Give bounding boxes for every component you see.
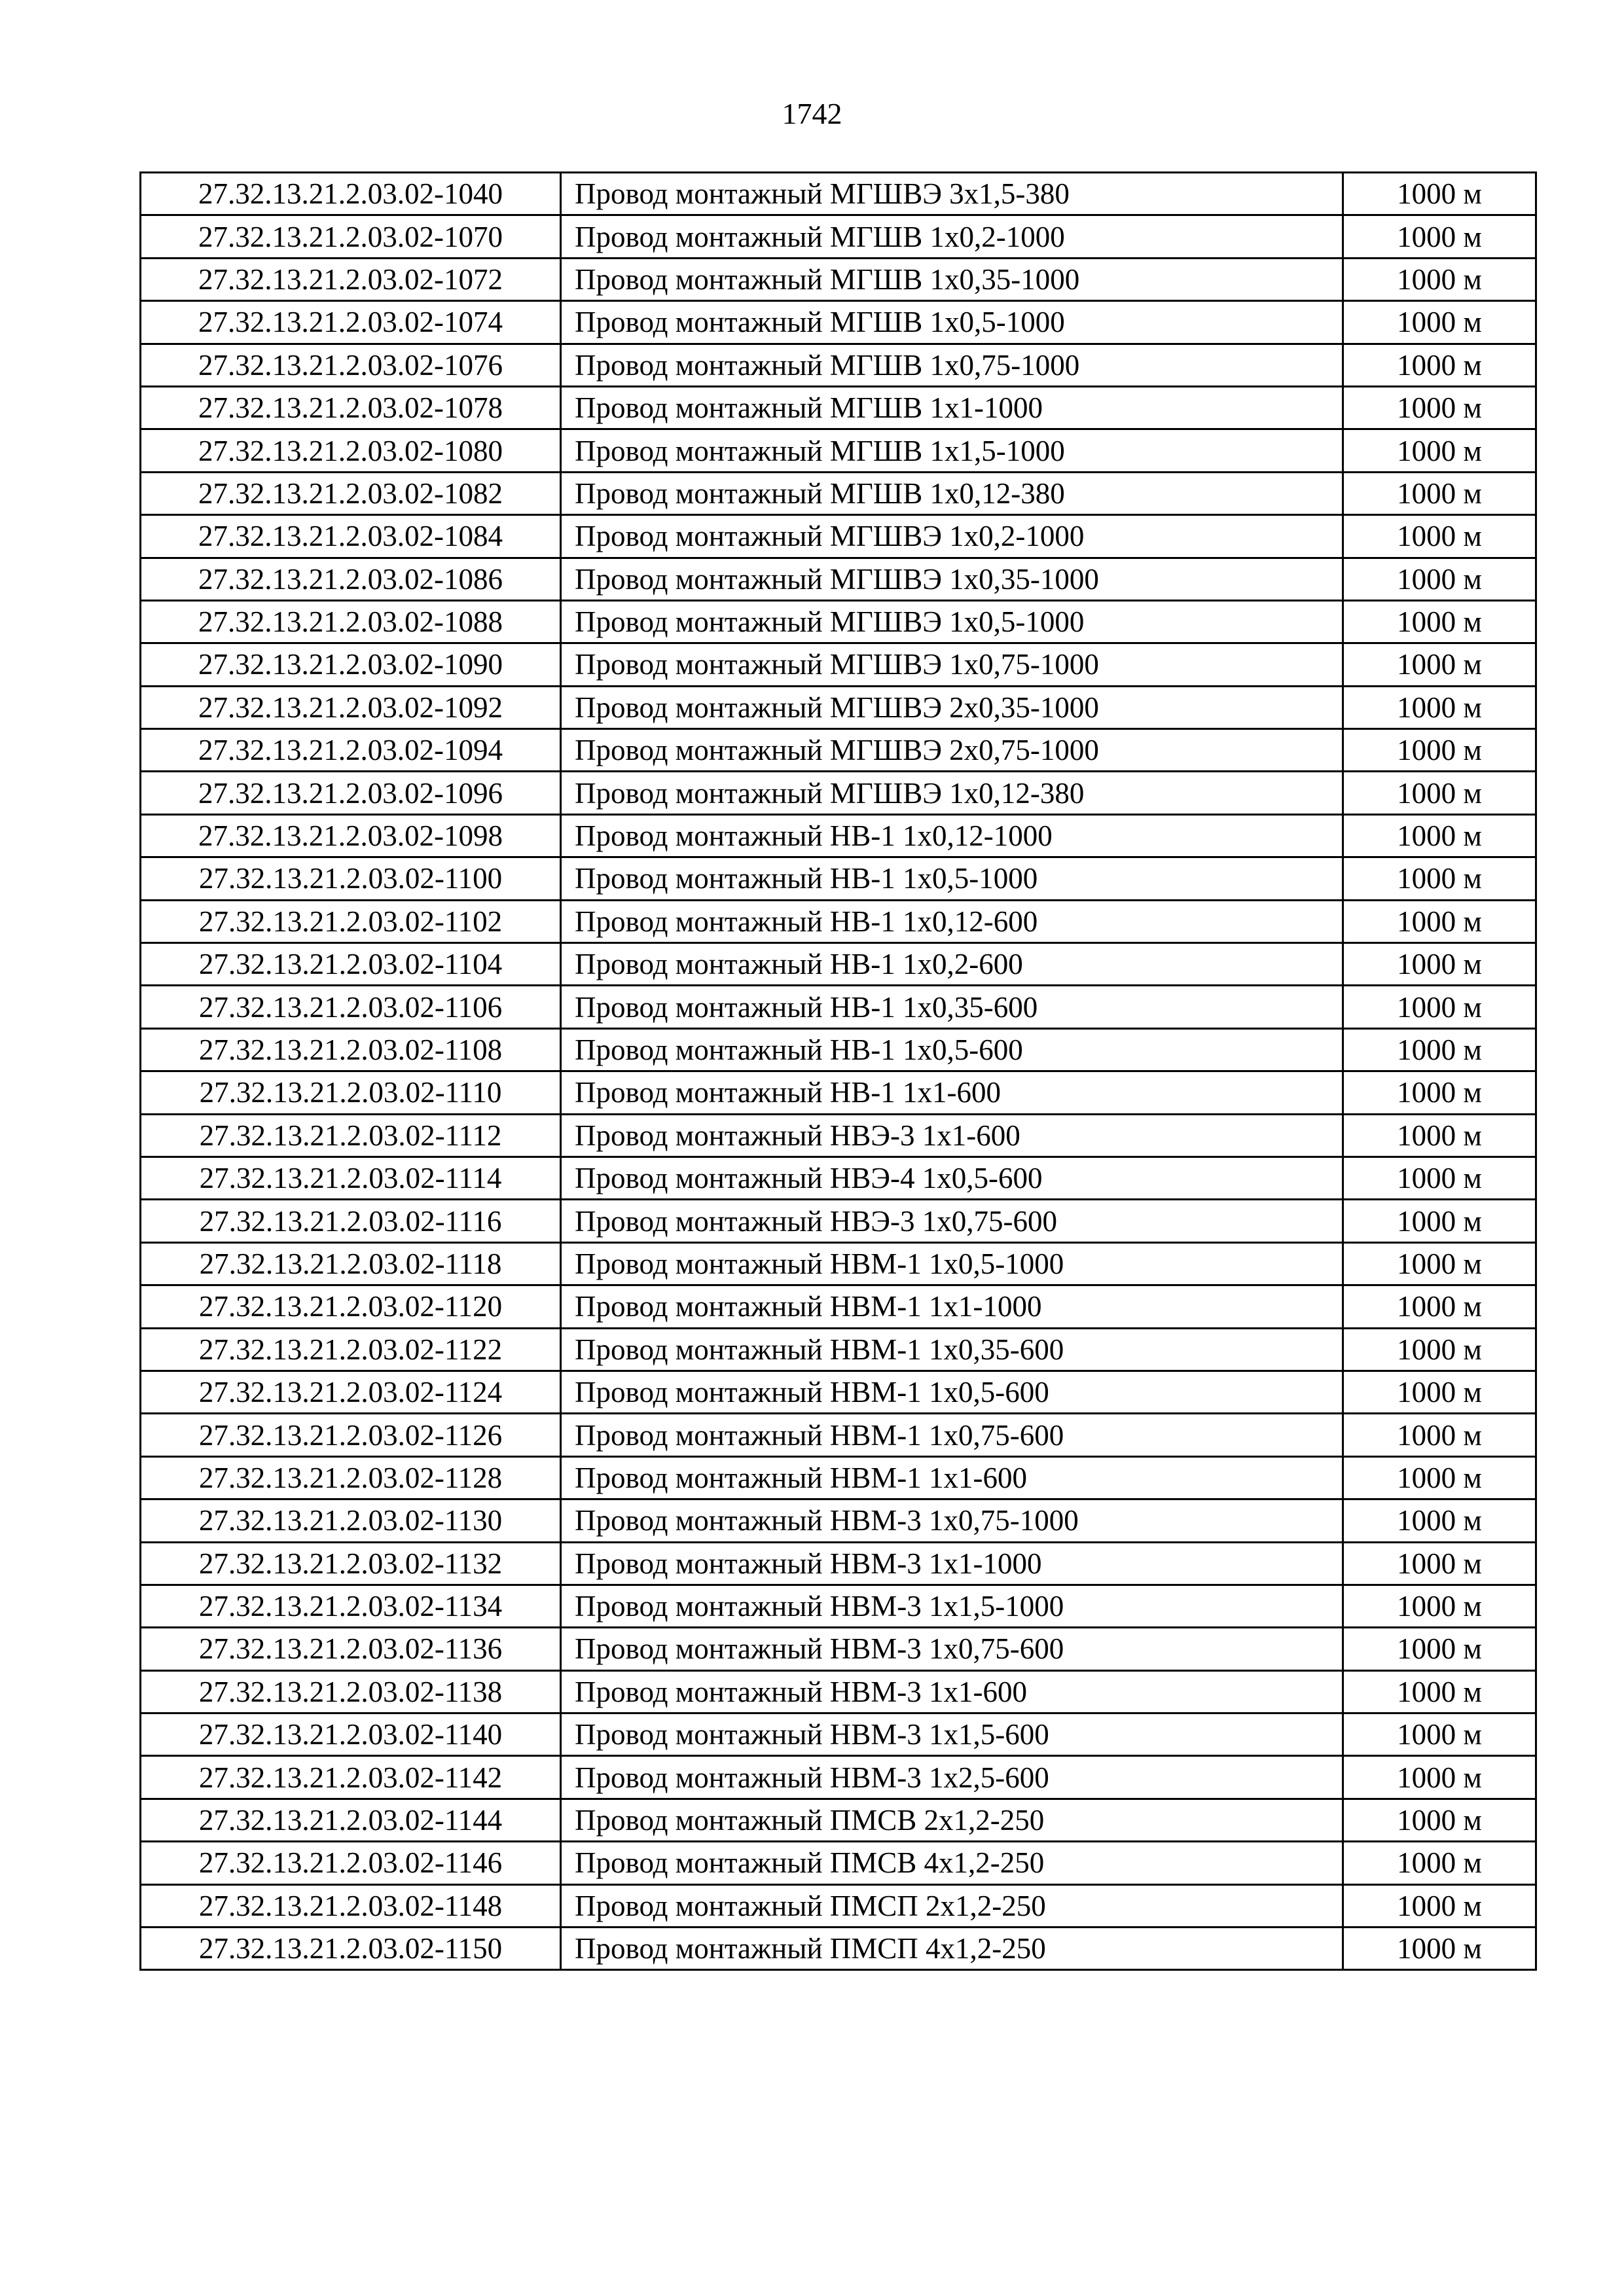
- item-code-cell: 27.32.13.21.2.03.02-1114: [141, 1157, 561, 1199]
- table-row: [141, 1371, 1536, 1413]
- item-name-cell: Провод монтажный НВ-1 1х0,5-600: [561, 1028, 1343, 1071]
- unit-cell: 1000 м: [1343, 215, 1536, 258]
- item-code-cell: 27.32.13.21.2.03.02-1132: [141, 1542, 561, 1585]
- table-row: [141, 1585, 1536, 1627]
- item-name-cell: Провод монтажный НВМ-3 1х0,75-1000: [561, 1499, 1343, 1542]
- unit-cell: 1000 м: [1343, 729, 1536, 772]
- item-code-cell: 27.32.13.21.2.03.02-1108: [141, 1028, 561, 1071]
- item-name-cell: Провод монтажный МГШВ 1х1-1000: [561, 386, 1343, 429]
- item-code-cell: 27.32.13.21.2.03.02-1090: [141, 643, 561, 686]
- item-code-cell: 27.32.13.21.2.03.02-1126: [141, 1414, 561, 1456]
- item-name-cell: Провод монтажный НВМ-1 1х0,5-600: [561, 1371, 1343, 1413]
- table-row: [141, 1242, 1536, 1285]
- item-code-cell: 27.32.13.21.2.03.02-1098: [141, 814, 561, 857]
- unit-cell: 1000 м: [1343, 173, 1536, 215]
- item-code-cell: 27.32.13.21.2.03.02-1094: [141, 729, 561, 772]
- unit-cell: 1000 м: [1343, 1713, 1536, 1756]
- item-code-cell: 27.32.13.21.2.03.02-1118: [141, 1242, 561, 1285]
- item-name-cell: Провод монтажный ПМСП 2х1,2-250: [561, 1884, 1343, 1927]
- table-row: [141, 1713, 1536, 1756]
- table-row: [141, 686, 1536, 728]
- table-row: [141, 1799, 1536, 1841]
- table-row: [141, 1628, 1536, 1670]
- item-name-cell: Провод монтажный МГШВЭ 1х0,2-1000: [561, 515, 1343, 558]
- table-row: [141, 301, 1536, 344]
- table-row: [141, 1157, 1536, 1199]
- table-row: [141, 1414, 1536, 1456]
- unit-cell: 1000 м: [1343, 1028, 1536, 1071]
- catalog-table-body: [141, 173, 1536, 1970]
- unit-cell: 1000 м: [1343, 857, 1536, 900]
- table-row: [141, 814, 1536, 857]
- unit-cell: 1000 м: [1343, 1114, 1536, 1157]
- table-row: [141, 943, 1536, 986]
- unit-cell: 1000 м: [1343, 1371, 1536, 1413]
- table-row: [141, 173, 1536, 215]
- item-code-cell: 27.32.13.21.2.03.02-1112: [141, 1114, 561, 1157]
- item-name-cell: Провод монтажный МГШВ 1х0,35-1000: [561, 258, 1343, 300]
- item-code-cell: 27.32.13.21.2.03.02-1086: [141, 558, 561, 600]
- item-name-cell: Провод монтажный НВ-1 1х1-600: [561, 1071, 1343, 1114]
- item-name-cell: Провод монтажный МГШВЭ 1х0,12-380: [561, 772, 1343, 814]
- item-code-cell: 27.32.13.21.2.03.02-1134: [141, 1585, 561, 1627]
- item-code-cell: 27.32.13.21.2.03.02-1072: [141, 258, 561, 300]
- item-code-cell: 27.32.13.21.2.03.02-1128: [141, 1456, 561, 1499]
- item-code-cell: 27.32.13.21.2.03.02-1088: [141, 600, 561, 643]
- item-name-cell: Провод монтажный МГШВ 1х0,12-380: [561, 472, 1343, 514]
- table-row: [141, 1328, 1536, 1371]
- unit-cell: 1000 м: [1343, 1928, 1536, 1970]
- item-code-cell: 27.32.13.21.2.03.02-1148: [141, 1884, 561, 1927]
- table-row: [141, 472, 1536, 514]
- unit-cell: 1000 м: [1343, 1071, 1536, 1114]
- item-code-cell: 27.32.13.21.2.03.02-1070: [141, 215, 561, 258]
- unit-cell: 1000 м: [1343, 643, 1536, 686]
- table-row: [141, 1456, 1536, 1499]
- table-row: [141, 1499, 1536, 1542]
- unit-cell: 1000 м: [1343, 515, 1536, 558]
- unit-cell: 1000 м: [1343, 1328, 1536, 1371]
- item-code-cell: 27.32.13.21.2.03.02-1130: [141, 1499, 561, 1542]
- item-name-cell: Провод монтажный НВ-1 1х0,12-600: [561, 900, 1343, 942]
- unit-cell: 1000 м: [1343, 1756, 1536, 1799]
- item-name-cell: Провод монтажный ПМСВ 2х1,2-250: [561, 1799, 1343, 1841]
- item-name-cell: Провод монтажный НВ-1 1х0,2-600: [561, 943, 1343, 986]
- item-code-cell: 27.32.13.21.2.03.02-1104: [141, 943, 561, 986]
- unit-cell: 1000 м: [1343, 344, 1536, 386]
- item-name-cell: Провод монтажный ПМСП 4х1,2-250: [561, 1928, 1343, 1970]
- unit-cell: 1000 м: [1343, 943, 1536, 986]
- unit-cell: 1000 м: [1343, 1842, 1536, 1884]
- unit-cell: 1000 м: [1343, 429, 1536, 472]
- item-name-cell: Провод монтажный МГШВЭ 1х0,75-1000: [561, 643, 1343, 686]
- unit-cell: 1000 м: [1343, 1285, 1536, 1328]
- table-row: [141, 558, 1536, 600]
- unit-cell: 1000 м: [1343, 986, 1536, 1028]
- item-code-cell: 27.32.13.21.2.03.02-1110: [141, 1071, 561, 1114]
- item-name-cell: Провод монтажный НВЭ-4 1х0,5-600: [561, 1157, 1343, 1199]
- item-name-cell: Провод монтажный НВМ-3 1х1-600: [561, 1670, 1343, 1713]
- unit-cell: 1000 м: [1343, 1456, 1536, 1499]
- item-code-cell: 27.32.13.21.2.03.02-1116: [141, 1200, 561, 1242]
- table-row: [141, 1114, 1536, 1157]
- item-name-cell: Провод монтажный НВМ-1 1х0,5-1000: [561, 1242, 1343, 1285]
- unit-cell: 1000 м: [1343, 258, 1536, 300]
- item-name-cell: Провод монтажный НВ-1 1х0,5-1000: [561, 857, 1343, 900]
- table-row: [141, 1542, 1536, 1585]
- item-code-cell: 27.32.13.21.2.03.02-1106: [141, 986, 561, 1028]
- table-row: [141, 215, 1536, 258]
- item-name-cell: Провод монтажный МГШВ 1х1,5-1000: [561, 429, 1343, 472]
- table-row: [141, 344, 1536, 386]
- item-name-cell: Провод монтажный НВМ-1 1х0,35-600: [561, 1328, 1343, 1371]
- item-code-cell: 27.32.13.21.2.03.02-1092: [141, 686, 561, 728]
- unit-cell: 1000 м: [1343, 1670, 1536, 1713]
- unit-cell: 1000 м: [1343, 1585, 1536, 1627]
- item-code-cell: 27.32.13.21.2.03.02-1136: [141, 1628, 561, 1670]
- table-row: [141, 258, 1536, 300]
- unit-cell: 1000 м: [1343, 558, 1536, 600]
- item-name-cell: Провод монтажный МГШВ 1х0,5-1000: [561, 301, 1343, 344]
- item-code-cell: 27.32.13.21.2.03.02-1146: [141, 1842, 561, 1884]
- item-code-cell: 27.32.13.21.2.03.02-1078: [141, 386, 561, 429]
- item-code-cell: 27.32.13.21.2.03.02-1082: [141, 472, 561, 514]
- unit-cell: 1000 м: [1343, 1157, 1536, 1199]
- item-name-cell: Провод монтажный НВМ-1 1х1-600: [561, 1456, 1343, 1499]
- item-code-cell: 27.32.13.21.2.03.02-1074: [141, 301, 561, 344]
- item-name-cell: Провод монтажный НВЭ-3 1х1-600: [561, 1114, 1343, 1157]
- item-name-cell: Провод монтажный МГШВЭ 2х0,75-1000: [561, 729, 1343, 772]
- item-name-cell: Провод монтажный НВМ-3 1х2,5-600: [561, 1756, 1343, 1799]
- table-row: [141, 1028, 1536, 1071]
- item-code-cell: 27.32.13.21.2.03.02-1076: [141, 344, 561, 386]
- unit-cell: 1000 м: [1343, 686, 1536, 728]
- unit-cell: 1000 м: [1343, 900, 1536, 942]
- item-code-cell: 27.32.13.21.2.03.02-1102: [141, 900, 561, 942]
- unit-cell: 1000 м: [1343, 386, 1536, 429]
- unit-cell: 1000 м: [1343, 772, 1536, 814]
- item-code-cell: 27.32.13.21.2.03.02-1138: [141, 1670, 561, 1713]
- unit-cell: 1000 м: [1343, 472, 1536, 514]
- item-name-cell: Провод монтажный МГШВЭ 2х0,35-1000: [561, 686, 1343, 728]
- item-name-cell: Провод монтажный НВМ-3 1х1,5-600: [561, 1713, 1343, 1756]
- item-code-cell: 27.32.13.21.2.03.02-1040: [141, 173, 561, 215]
- table-row: [141, 1670, 1536, 1713]
- unit-cell: 1000 м: [1343, 1799, 1536, 1841]
- item-code-cell: 27.32.13.21.2.03.02-1150: [141, 1928, 561, 1970]
- item-name-cell: Провод монтажный МГШВЭ 1х0,5-1000: [561, 600, 1343, 643]
- item-code-cell: 27.32.13.21.2.03.02-1142: [141, 1756, 561, 1799]
- unit-cell: 1000 м: [1343, 600, 1536, 643]
- item-name-cell: Провод монтажный НВ-1 1х0,12-1000: [561, 814, 1343, 857]
- item-name-cell: Провод монтажный НВМ-3 1х1-1000: [561, 1542, 1343, 1585]
- unit-cell: 1000 м: [1343, 814, 1536, 857]
- item-name-cell: Провод монтажный МГШВЭ 3х1,5-380: [561, 173, 1343, 215]
- table-row: [141, 515, 1536, 558]
- item-name-cell: Провод монтажный МГШВ 1х0,75-1000: [561, 344, 1343, 386]
- table-row: [141, 429, 1536, 472]
- unit-cell: 1000 м: [1343, 1242, 1536, 1285]
- unit-cell: 1000 м: [1343, 1200, 1536, 1242]
- table-row: [141, 900, 1536, 942]
- unit-cell: 1000 м: [1343, 1542, 1536, 1585]
- item-code-cell: 27.32.13.21.2.03.02-1080: [141, 429, 561, 472]
- item-name-cell: Провод монтажный НВМ-3 1х0,75-600: [561, 1628, 1343, 1670]
- item-code-cell: 27.32.13.21.2.03.02-1124: [141, 1371, 561, 1413]
- item-code-cell: 27.32.13.21.2.03.02-1120: [141, 1285, 561, 1328]
- table-row: [141, 1842, 1536, 1884]
- table-row: [141, 986, 1536, 1028]
- unit-cell: 1000 м: [1343, 1414, 1536, 1456]
- item-name-cell: Провод монтажный НВМ-3 1х1,5-1000: [561, 1585, 1343, 1627]
- unit-cell: 1000 м: [1343, 1628, 1536, 1670]
- item-name-cell: Провод монтажный НВМ-1 1х1-1000: [561, 1285, 1343, 1328]
- table-row: [141, 729, 1536, 772]
- item-code-cell: 27.32.13.21.2.03.02-1144: [141, 1799, 561, 1841]
- table-row: [141, 1756, 1536, 1799]
- table-row: [141, 386, 1536, 429]
- item-name-cell: Провод монтажный МГШВ 1х0,2-1000: [561, 215, 1343, 258]
- item-code-cell: 27.32.13.21.2.03.02-1100: [141, 857, 561, 900]
- item-name-cell: Провод монтажный ПМСВ 4х1,2-250: [561, 1842, 1343, 1884]
- unit-cell: 1000 м: [1343, 301, 1536, 344]
- table-row: [141, 600, 1536, 643]
- item-name-cell: Провод монтажный НВ-1 1х0,35-600: [561, 986, 1343, 1028]
- page-number: 1742: [782, 97, 842, 130]
- table-row: [141, 1200, 1536, 1242]
- item-name-cell: Провод монтажный НВМ-1 1х0,75-600: [561, 1414, 1343, 1456]
- item-code-cell: 27.32.13.21.2.03.02-1096: [141, 772, 561, 814]
- catalog-table: [139, 171, 1537, 1971]
- item-code-cell: 27.32.13.21.2.03.02-1140: [141, 1713, 561, 1756]
- item-name-cell: Провод монтажный НВЭ-3 1х0,75-600: [561, 1200, 1343, 1242]
- unit-cell: 1000 м: [1343, 1499, 1536, 1542]
- table-row: [141, 1071, 1536, 1114]
- table-row: [141, 1928, 1536, 1970]
- unit-cell: 1000 м: [1343, 1884, 1536, 1927]
- table-row: [141, 1285, 1536, 1328]
- table-row: [141, 772, 1536, 814]
- item-code-cell: 27.32.13.21.2.03.02-1122: [141, 1328, 561, 1371]
- table-row: [141, 643, 1536, 686]
- item-code-cell: 27.32.13.21.2.03.02-1084: [141, 515, 561, 558]
- item-name-cell: Провод монтажный МГШВЭ 1х0,35-1000: [561, 558, 1343, 600]
- table-row: [141, 857, 1536, 900]
- table-row: [141, 1884, 1536, 1927]
